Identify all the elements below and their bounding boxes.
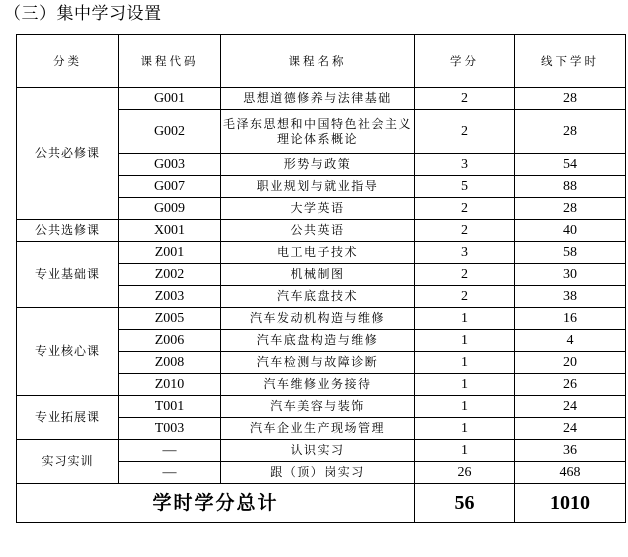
credit-cell: 3 [415,242,515,264]
course-name-cell: 汽车企业生产现场管理 [221,418,415,440]
credit-cell: 1 [415,308,515,330]
category-cell: 实习实训 [17,440,119,484]
course-code-cell: Z006 [119,330,221,352]
category-cell: 专业核心课 [17,308,119,396]
course-code-cell: Z010 [119,374,221,396]
credit-cell: 3 [415,154,515,176]
course-code-cell: X001 [119,220,221,242]
credit-cell: 1 [415,440,515,462]
course-code-cell: — [119,462,221,484]
hours-cell: 20 [515,352,626,374]
course-name-cell: 公共英语 [221,220,415,242]
total-label: 学时学分总计 [17,484,415,523]
header-name: 课程名称 [221,35,415,88]
course-name-cell: 认识实习 [221,440,415,462]
category-cell: 公共选修课 [17,220,119,242]
table-row [17,308,626,330]
course-code-cell: Z003 [119,286,221,308]
course-name-cell: 大学英语 [221,198,415,220]
category-cell: 公共必修课 [17,88,119,220]
hours-cell: 24 [515,396,626,418]
section-heading: （三）集中学习设置 [4,4,162,24]
total-hours: 1010 [515,484,626,523]
table-row [17,440,626,462]
course-name-cell: 职业规划与就业指导 [221,176,415,198]
course-code-cell: G001 [119,88,221,110]
course-name-cell: 机械制图 [221,264,415,286]
course-code-cell: — [119,440,221,462]
course-name-cell: 汽车底盘技术 [221,286,415,308]
course-name-cell: 汽车检测与故障诊断 [221,352,415,374]
course-name-cell: 汽车美容与装饰 [221,396,415,418]
hours-cell: 38 [515,286,626,308]
course-code-cell: G007 [119,176,221,198]
course-name-cell: 形势与政策 [221,154,415,176]
total-row [17,484,626,523]
hours-cell: 30 [515,264,626,286]
course-code-cell: G002 [119,110,221,154]
course-code-cell: G003 [119,154,221,176]
hours-cell: 28 [515,110,626,154]
hours-cell: 28 [515,198,626,220]
credit-cell: 2 [415,286,515,308]
course-code-cell: Z005 [119,308,221,330]
course-code-cell: T003 [119,418,221,440]
credit-cell: 2 [415,198,515,220]
course-code-cell: Z008 [119,352,221,374]
credit-cell: 1 [415,374,515,396]
credit-cell: 1 [415,330,515,352]
header-category: 分类 [17,35,119,88]
category-cell: 专业基础课 [17,242,119,308]
table-row [17,396,626,418]
table-header-row [17,35,626,88]
hours-cell: 28 [515,88,626,110]
header-hours: 线下学时 [515,35,626,88]
course-name-cell: 汽车发动机构造与维修 [221,308,415,330]
course-name-cell: 汽车维修业务接待 [221,374,415,396]
table-row [17,88,626,110]
credit-cell: 1 [415,418,515,440]
hours-cell: 40 [515,220,626,242]
credit-cell: 26 [415,462,515,484]
hours-cell: 36 [515,440,626,462]
hours-cell: 16 [515,308,626,330]
hours-cell: 24 [515,418,626,440]
hours-cell: 58 [515,242,626,264]
course-name-cell: 毛泽东思想和中国特色社会主义理论体系概论 [221,110,415,154]
course-name-cell: 跟（顶）岗实习 [221,462,415,484]
table-row [17,220,626,242]
header-credit: 学分 [415,35,515,88]
hours-cell: 54 [515,154,626,176]
credit-cell: 1 [415,396,515,418]
course-code-cell: G009 [119,198,221,220]
hours-cell: 468 [515,462,626,484]
credit-cell: 2 [415,264,515,286]
header-code: 课程代码 [119,35,221,88]
credit-cell: 2 [415,110,515,154]
course-code-cell: Z002 [119,264,221,286]
course-code-cell: Z001 [119,242,221,264]
course-name-cell: 汽车底盘构造与维修 [221,330,415,352]
category-cell: 专业拓展课 [17,396,119,440]
credit-cell: 2 [415,88,515,110]
course-table [16,34,626,523]
total-credit: 56 [415,484,515,523]
course-name-cell: 思想道德修养与法律基础 [221,88,415,110]
credit-cell: 1 [415,352,515,374]
hours-cell: 26 [515,374,626,396]
table-row [17,242,626,264]
hours-cell: 88 [515,176,626,198]
credit-cell: 2 [415,220,515,242]
hours-cell: 4 [515,330,626,352]
credit-cell: 5 [415,176,515,198]
course-code-cell: T001 [119,396,221,418]
course-name-cell: 电工电子技术 [221,242,415,264]
